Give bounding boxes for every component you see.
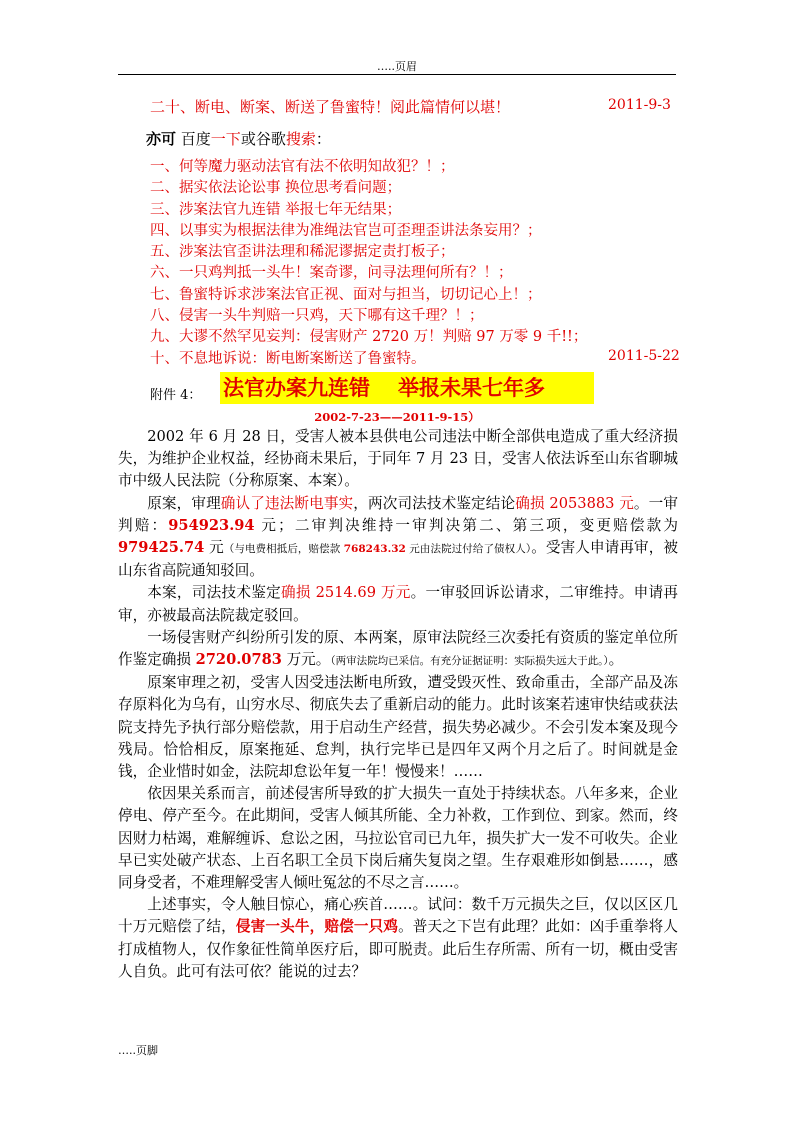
text-run: 确认了违法断电事实 [220,494,354,512]
attachment-title-a: 法官办案九连错 [223,375,370,400]
text-run: 原案，审理 [147,494,221,512]
amount: 979425.74 [118,539,205,557]
paragraph-6: 依因果关系而言，前述侵害所导致的扩大损失一直处于持续状态。八年多来，企业停电、停产至今。在此期间，受害人倾其所能、全力补救，工作到位、到家。然而，终因财力枯竭，难解缠诉、怠讼之困，马拉讼官司已九年，损失扩大一发不可收失。企业早已实处破产状态、上百名职工全员下岗后痛失复岗之望。生存艰难形如倒悬……，感同身受者，不难理解受害人倾吐冤忿的不尽之言……。 [118,785,678,892]
text-run: 元 [204,539,224,557]
amount: 768243.32 [343,543,406,556]
text-run: 本案，司法技术鉴定 [147,584,281,602]
paragraph-2 [118,493,678,583]
text-run: 。 [608,651,624,669]
note-run: （两审法院均已采信。有充分证据证明：实际损失远大于此。） [330,655,609,668]
paragraph-5: 原案审理之初，受害人因受违法断电所致，遭受毁灭性、致命重击，全部产品及冻存原料化为乌有，山穷水尽、彻底失去了重新启动的能力。此时该案若速审快结或获法院支持先予执行部分赔偿款，用于启动生产经营，损失势必减少。不会引发本案及现今残局。恰恰相反，原案拖延、怠判，执行完毕已是四年又两个月之后了。时间就是金钱，企业惜时如金，法院却怠讼年复一年！慢慢来！…… [118,674,678,781]
list-item: 二、据实依法论讼事 换位思考看问题； [150,180,402,197]
list-item: 六、一只鸡判抵一头牛！案奇谬，问寻法理何所有？！； [150,265,513,282]
text-run: 。受害人申请再审，被山东省高院通知驳回。 [118,539,679,580]
text-run: 2053883 元 [544,494,634,512]
search-or: 或 [240,130,256,148]
search-baidu: 百度 [176,130,211,148]
page-header: …..页眉 [377,60,417,73]
list-item: 七、鲁蜜特诉求涉案法官正视、面对与担当，切切记心上！； [150,286,542,303]
list-date: 2011-5-22 [608,348,680,364]
list-item: 四、以事实为根据法律为准绳法官岂可歪理歪讲法条妄用？； [150,222,542,239]
text-run: 侵害一头牛，赔偿一只鸡 [235,918,399,936]
search-sousuo: 搜索 [285,130,316,148]
search-colon: ： [315,130,331,148]
title-date: 2011-9-3 [608,97,671,113]
attachment-label: 附件 4： [150,388,202,403]
text-run: 。一审判赔： [118,494,678,534]
list-item: 九、大谬不然罕见妄判：侵害财产 2720 万！判赔 97 万零 9 千!!； [150,329,588,346]
search-prefix: 亦可 [146,130,177,148]
text-run: 元；二审判决维持一审判决第二、第三项，变更赔偿款为 [254,516,678,534]
text-run: 确损 [515,494,545,512]
text-run: 确损 2514.69 万元 [281,584,411,602]
list-item: 一、何等魔力驱动法官有法不依明知故犯？！； [150,159,455,175]
list-item: 三、涉案法官九连错 举报七年无结果； [150,201,402,218]
article-list [150,157,587,370]
note-run: （与电费相抵后，赔偿款 [223,543,344,556]
search-yixia: 一下 [210,130,241,148]
paragraph-4 [118,627,678,672]
note-run: 元由法院过付给了债权人） [405,543,532,556]
header-rule [118,74,676,75]
paragraph-1: 2002 年 6 月 28 日，受害人被本县供电公司违法中断全部供电造成了重大经济损失，为维护企业权益，经协商未果后，于同年 7 月 23 日，受害人依法诉至山东省聊城市中级人民法院（分称原案、本案）。 [118,428,678,490]
text-run: 上述事实，令人触目惊心，痛心疾首……。试问：数千万元损失之巨，仅以区区几十万元赔偿了结， [118,896,678,936]
text-run: 。一审驳回诉讼请求，二审维持。申请再审，亦被最高法院裁定驳回。 [118,584,678,624]
attachment-period: 2002-7-23——2011-9-15） [314,410,480,424]
document-body [118,426,678,983]
paragraph-3 [118,582,678,626]
attachment-title-banner [220,372,594,404]
text-run: 一场侵害财产纠纷所引发的原、本两案，原审法院经三次委托有资质的鉴定单位所作鉴定确损 [118,628,678,669]
paragraph-7 [118,894,678,983]
list-item: 八、侵害一头牛判赔一只鸡，天下哪有这千理？！； [150,308,484,325]
attachment-title-b: 举报未果七年多 [398,375,545,400]
section-title-20: 二十、断电、断案、断送了鲁蜜特！阅此篇情何以堪！ [150,98,511,116]
text-run: ，两次司法技术鉴定结论 [353,494,516,512]
search-google: 谷歌 [255,130,286,148]
amount: 954923.94 [168,516,255,534]
amount: 2720.0783 [195,651,282,669]
text-run: 。普天之下岂有此理？此如：凶手重拳将人打成植物人，仅作象征性简单医疗后，即可脱责。此后生存所需、所有一切，概由受害人自负。此可有法可依？能说的过去？ [118,918,678,980]
text-run: 万元。 [281,651,331,669]
page-footer: …..页脚 [118,1044,158,1057]
list-item: 十、不息地诉说：断电断案断送了鲁蜜特。 [150,350,426,367]
list-item: 五、涉案法官歪讲法理和稀泥谬据定责打板子； [150,244,455,261]
search-line [146,128,706,149]
